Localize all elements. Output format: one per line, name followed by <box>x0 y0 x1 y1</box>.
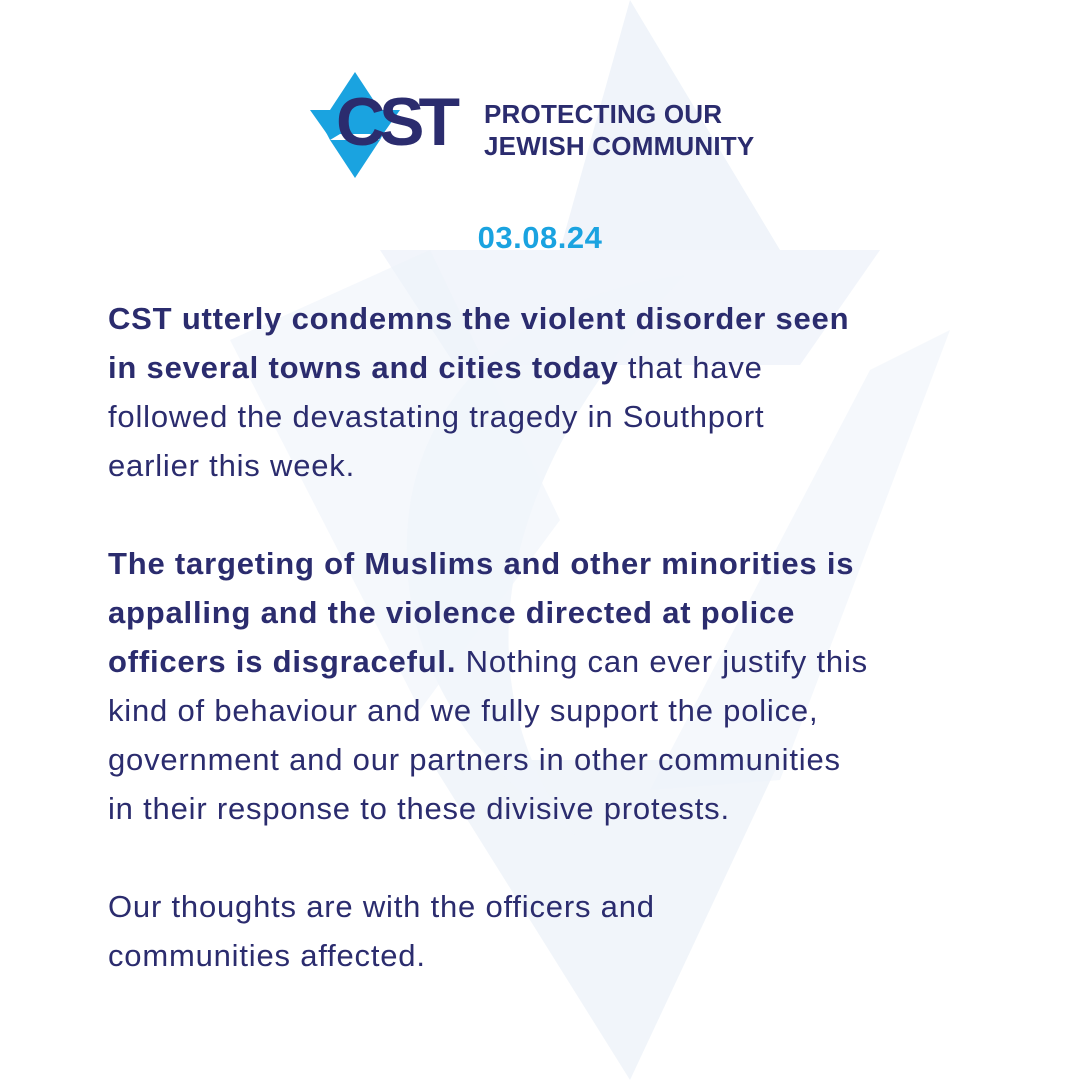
logo-tagline <box>484 98 784 162</box>
logo-mark: CST <box>336 84 454 160</box>
bold-text: CST utterly condemns the violent disorder seen <box>108 301 850 336</box>
logo-tagline-line: PROTECTING OUR <box>484 99 723 129</box>
statement-line <box>108 784 988 833</box>
paragraph-spacer <box>108 490 988 539</box>
bold-text: appalling and the violence directed at police <box>108 595 796 630</box>
paragraph-3 <box>108 882 988 980</box>
regular-text: communities affected. <box>108 938 426 973</box>
statement-line <box>108 588 988 637</box>
statement-line <box>108 931 988 980</box>
cst-logo <box>310 72 780 182</box>
logo-tagline-line: JEWISH COMMUNITY <box>484 131 755 161</box>
statement-line <box>108 637 988 686</box>
paragraph-1 <box>108 294 988 490</box>
paragraph-spacer <box>108 833 988 882</box>
regular-text: followed the devastating tragedy in Southport <box>108 399 765 434</box>
statement-line <box>108 294 988 343</box>
statement-date: 03.08.24 <box>477 220 603 255</box>
paragraph-2 <box>108 539 988 833</box>
statement-line <box>108 539 988 588</box>
statement-body <box>108 294 988 980</box>
regular-text: government and our partners in other communities <box>108 742 841 777</box>
regular-text: earlier this week. <box>108 448 355 483</box>
statement-line <box>108 343 988 392</box>
statement-line <box>108 735 988 784</box>
bold-text: officers is disgraceful. <box>108 644 457 679</box>
regular-text: kind of behaviour and we fully support the police, <box>108 693 819 728</box>
regular-text: Nothing can ever justify this <box>456 644 868 679</box>
statement-line <box>108 882 988 931</box>
bold-text: The targeting of Muslims and other minorities is <box>108 546 855 581</box>
bold-text: in several towns and cities today <box>108 350 619 385</box>
regular-text: that have <box>618 350 763 385</box>
statement-line <box>108 392 988 441</box>
statement-line <box>108 441 988 490</box>
regular-text: in their response to these divisive protests. <box>108 791 730 826</box>
regular-text: Our thoughts are with the officers and <box>108 889 655 924</box>
statement-line <box>108 686 988 735</box>
